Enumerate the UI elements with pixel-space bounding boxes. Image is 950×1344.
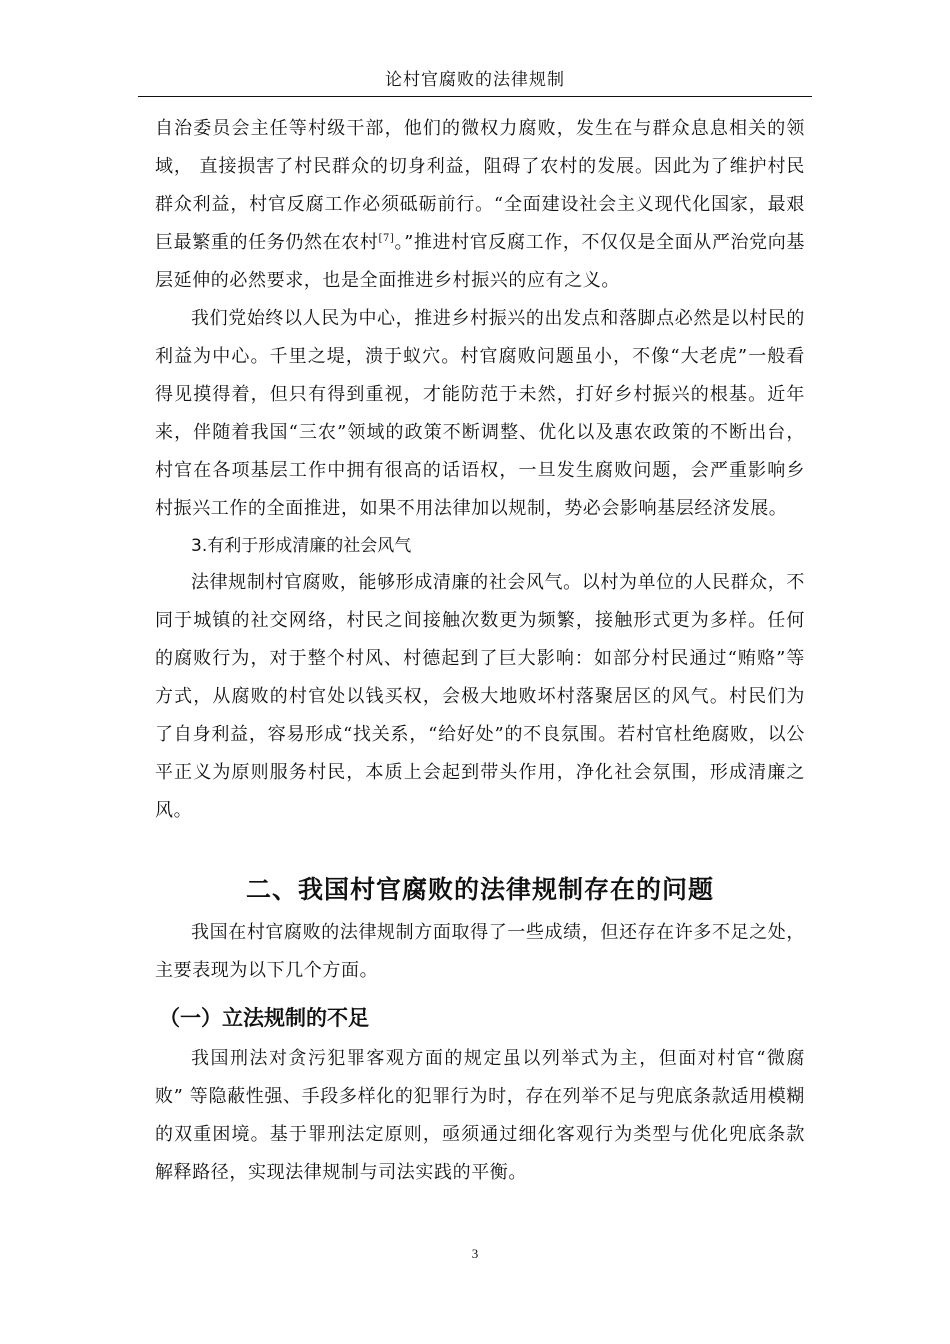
paragraph-clean-atmosphere: 法律规制村官腐败，能够形成清廉的社会风气。以村为单位的人民群众，不同于城镇的社交网络，村民之间接触次数更为频繁，接触形式更为多样。任何的腐败行为，对于整个村风、村德起到了巨大影响：如部分村民通过“贿赂”等方式，从腐败的村官处以钱买权，会极大地败坏村落聚居区的风气。村民们为了自身利益，容易形成“找关系，“给好处”的不良氛围。若村官杜绝腐败，以公平正义为原则服务村民，本质上会起到带头作用，净化社会氛围，形成清廉之风。 — [155, 572, 805, 821]
running-header — [138, 66, 812, 97]
citation-reference: [7] — [378, 233, 395, 244]
subsection-heading: （一）立法规制的不足 — [159, 1006, 369, 1030]
subheading-clean-atmosphere: 3.有利于形成清廉的社会风气 — [191, 536, 412, 556]
header-title: 论村官腐败的法律规制 — [385, 70, 565, 90]
page-number: 3 — [471, 1246, 479, 1261]
page-body — [155, 110, 805, 1192]
paragraph-text: 自治委员会主任等村级干部，他们的微权力腐败，发生在与群众息息相关的领域， 直接损害了村民群众的切身利益，阻碍了农村的发展。因此为了维护村民群众利益，村官反腐工作必须砥砺前行。“全面建设社会主义现代化国家，最艰巨最繁重的任务仍然在农村 — [155, 118, 805, 253]
paragraph-rural-revitalization: 我们党始终以人民为中心，推进乡村振兴的出发点和落脚点必然是以村民的利益为中心。千里之堤，溃于蚁穴。村官腐败问题虽小，不像“大老虎”一般看得见摸得着，但只有得到重视，才能防范于未然，打好乡村振兴的根基。近年来，伴随着我国“三农”领域的政策不断调整、优化以及惠农政策的不断出台，村官在各项基层工作中拥有很高的话语权，一旦发生腐败问题，会严重影响乡村振兴工作的全面推进，如果不用法律加以规制，势必会影响基层经济发展。 — [155, 308, 805, 519]
paragraph-continuation — [155, 110, 805, 300]
paragraph-text-tail: 。”推进村官反腐工作，不仅仅是全面从严治党向基层延伸的必然要求，也是全面推进乡村振兴的应有之义。 — [155, 232, 805, 291]
section-heading: 二、我国村官腐败的法律规制存在的问题 — [245, 875, 714, 904]
paragraph-legislation: 我国刑法对贪污犯罪客观方面的规定虽以列举式为主，但面对村官“微腐败” 等隐蔽性强、手段多样化的犯罪行为时，存在列举不足与兜底条款适用模糊的双重困境。基于罪刑法定原则，亟须通过细化客观行为类型与优化兜底条款解释路径，实现法律规制与司法实践的平衡。 — [155, 1048, 805, 1183]
paragraph-section-intro: 我国在村官腐败的法律规制方面取得了一些成绩，但还存在许多不足之处，主要表现为以下几个方面。 — [155, 922, 805, 981]
